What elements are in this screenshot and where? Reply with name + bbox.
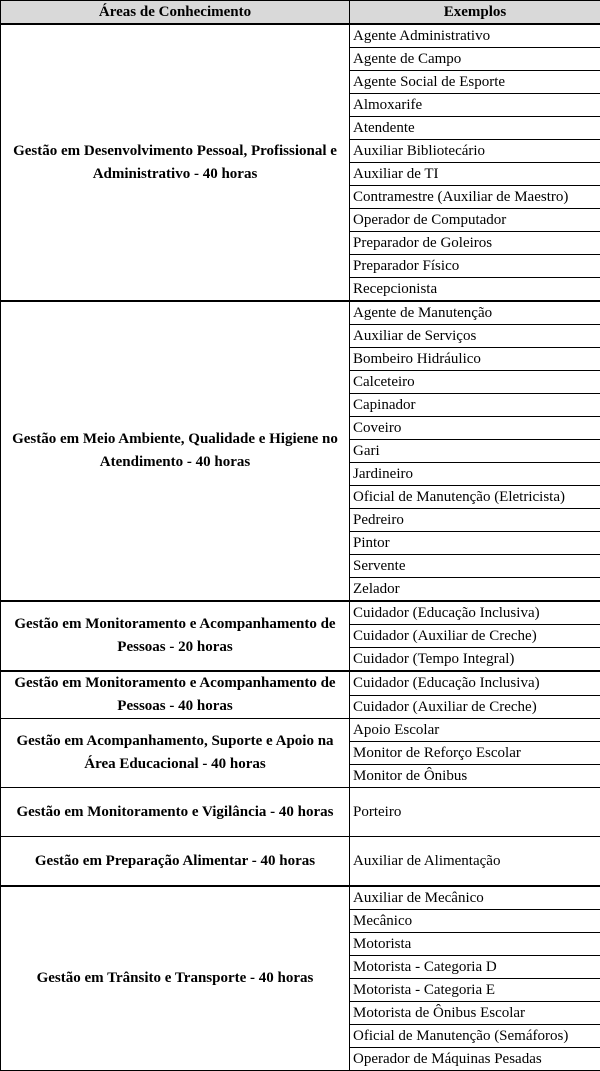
table-row [1, 788, 600, 837]
example-cell: Jardineiro [350, 463, 600, 486]
example-cell: Zelador [350, 578, 600, 602]
example-cell: Motorista - Categoria D [350, 956, 600, 979]
table-row [1, 301, 600, 325]
example-cell: Porteiro [350, 788, 600, 837]
example-cell: Auxiliar de Mecânico [350, 886, 600, 910]
area-cell: Gestão em Acompanhamento, Suporte e Apoio na Área Educacional - 40 horas [1, 719, 350, 788]
example-cell: Preparador Físico [350, 255, 600, 278]
example-cell: Agente Social de Esporte [350, 71, 600, 94]
example-cell: Agente de Manutenção [350, 301, 600, 325]
table-row [1, 24, 600, 48]
table-body [1, 24, 600, 1071]
example-cell: Almoxarife [350, 94, 600, 117]
example-cell: Recepcionista [350, 278, 600, 302]
example-cell: Operador de Computador [350, 209, 600, 232]
example-cell: Auxiliar de TI [350, 163, 600, 186]
example-cell: Auxiliar de Alimentação [350, 837, 600, 887]
example-cell: Motorista [350, 933, 600, 956]
example-cell: Auxiliar Bibliotecário [350, 140, 600, 163]
example-cell: Operador de Máquinas Pesadas [350, 1048, 600, 1071]
header-row [1, 1, 600, 25]
example-cell: Capinador [350, 394, 600, 417]
example-cell: Servente [350, 555, 600, 578]
area-cell: Gestão em Meio Ambiente, Qualidade e Higiene no Atendimento - 40 horas [1, 301, 350, 601]
example-cell: Agente de Campo [350, 48, 600, 71]
example-cell: Gari [350, 440, 600, 463]
table-row [1, 837, 600, 887]
table-row [1, 601, 600, 625]
example-cell: Atendente [350, 117, 600, 140]
example-cell: Mecânico [350, 910, 600, 933]
table-row [1, 671, 600, 695]
example-cell: Monitor de Reforço Escolar [350, 742, 600, 765]
example-cell: Cuidador (Tempo Integral) [350, 648, 600, 672]
area-cell: Gestão em Preparação Alimentar - 40 horas [1, 837, 350, 887]
example-cell: Contramestre (Auxiliar de Maestro) [350, 186, 600, 209]
example-cell: Apoio Escolar [350, 719, 600, 742]
area-cell: Gestão em Monitoramento e Acompanhamento de Pessoas - 40 horas [1, 671, 350, 719]
area-cell: Gestão em Desenvolvimento Pessoal, Profissional e Administrativo - 40 horas [1, 24, 350, 301]
example-cell: Cuidador (Educação Inclusiva) [350, 671, 600, 695]
area-cell: Gestão em Monitoramento e Vigilância - 40 horas [1, 788, 350, 837]
example-cell: Coveiro [350, 417, 600, 440]
example-cell: Oficial de Manutenção (Semáforos) [350, 1025, 600, 1048]
table-row [1, 719, 600, 742]
table-row [1, 886, 600, 910]
example-cell: Agente Administrativo [350, 24, 600, 48]
example-cell: Pedreiro [350, 509, 600, 532]
header-examples: Exemplos [350, 1, 600, 25]
example-cell: Motorista de Ônibus Escolar [350, 1002, 600, 1025]
area-cell: Gestão em Trânsito e Transporte - 40 horas [1, 886, 350, 1071]
header-area: Áreas de Conhecimento [1, 1, 350, 25]
example-cell: Auxiliar de Serviços [350, 325, 600, 348]
example-cell: Bombeiro Hidráulico [350, 348, 600, 371]
example-cell: Preparador de Goleiros [350, 232, 600, 255]
example-cell: Motorista - Categoria E [350, 979, 600, 1002]
example-cell: Cuidador (Auxiliar de Creche) [350, 695, 600, 719]
area-cell: Gestão em Monitoramento e Acompanhamento de Pessoas - 20 horas [1, 601, 350, 671]
example-cell: Oficial de Manutenção (Eletricista) [350, 486, 600, 509]
example-cell: Pintor [350, 532, 600, 555]
example-cell: Calceteiro [350, 371, 600, 394]
example-cell: Cuidador (Auxiliar de Creche) [350, 625, 600, 648]
example-cell: Cuidador (Educação Inclusiva) [350, 601, 600, 625]
example-cell: Monitor de Ônibus [350, 765, 600, 788]
